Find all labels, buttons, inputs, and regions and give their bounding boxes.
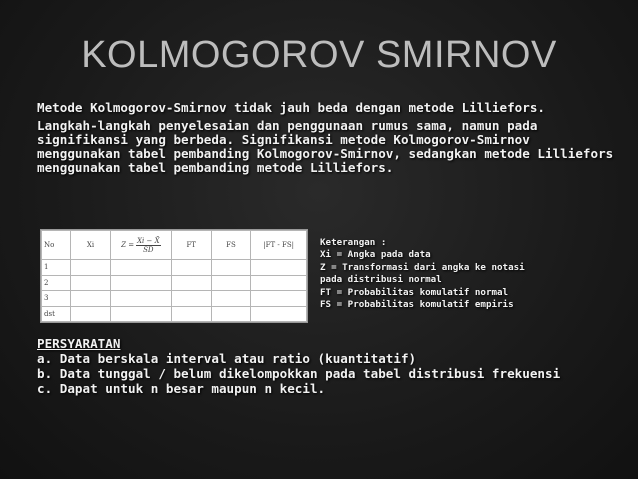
row-number: 2 xyxy=(42,275,71,291)
intro-text xyxy=(37,101,617,175)
header-xi: Xi xyxy=(71,231,111,260)
header-ft: FT xyxy=(171,231,211,260)
intro-paragraph-1: Metode Kolmogorov-Smirnov tidak jauh beda dengan metode Lilliefors. xyxy=(37,100,545,115)
legend-heading: Keterangan : xyxy=(320,237,387,248)
legend-line: Z = Transformasi dari angka ke notasi xyxy=(320,261,525,273)
requirement-item: b. Data tunggal / belum dikelompokkan pada tabel distribusi frekuensi xyxy=(37,366,561,381)
z-formula-numerator: Xi − X̄ xyxy=(137,236,160,245)
header-z-formula xyxy=(110,231,171,260)
legend-line: FT = Probabilitas komulatif normal xyxy=(320,286,509,298)
requirements-heading: PERSYARATAN xyxy=(37,336,121,351)
intro-paragraph-2: Langkah-langkah penyelesaian dan penggunaan rumus sama, namun pada signifikansi yang berbeda. Signifikansi metode Kolmogorov-Smirnov menggunakan tabel pembanding Kolmogorov-Smirnov, sedangkan metode Lilliefors menggunakan tabel pembanding metode Lilliefors. xyxy=(37,118,614,175)
z-formula-denominator: SD xyxy=(143,245,154,254)
slide-title: KOLMOGOROV SMIRNOV xyxy=(81,34,557,76)
table-row xyxy=(42,260,307,276)
table-row xyxy=(42,275,307,291)
header-fs: FS xyxy=(211,231,251,260)
header-diff: |FT - FS| xyxy=(251,231,307,260)
z-formula-lhs: Z = xyxy=(121,241,135,249)
requirements xyxy=(37,337,622,397)
requirement-item: c. Dapat untuk n besar maupun n kecil. xyxy=(37,381,326,396)
table-row xyxy=(42,306,307,322)
table-row xyxy=(42,291,307,307)
row-number: 1 xyxy=(42,260,71,276)
legend-line: Xi = Angka pada data xyxy=(320,249,431,261)
requirement-item: a. Data berskala interval atau ratio (kuantitatif) xyxy=(37,351,417,366)
table-header-row xyxy=(42,231,307,260)
legend xyxy=(320,237,525,311)
legend-line: FS = Probabilitas komulatif empiris xyxy=(320,299,514,311)
legend-line: pada distribusi normal xyxy=(320,274,442,286)
row-number: dst xyxy=(42,306,71,322)
row-number: 3 xyxy=(42,291,71,307)
header-no: No xyxy=(42,231,71,260)
calculation-table xyxy=(40,229,308,323)
